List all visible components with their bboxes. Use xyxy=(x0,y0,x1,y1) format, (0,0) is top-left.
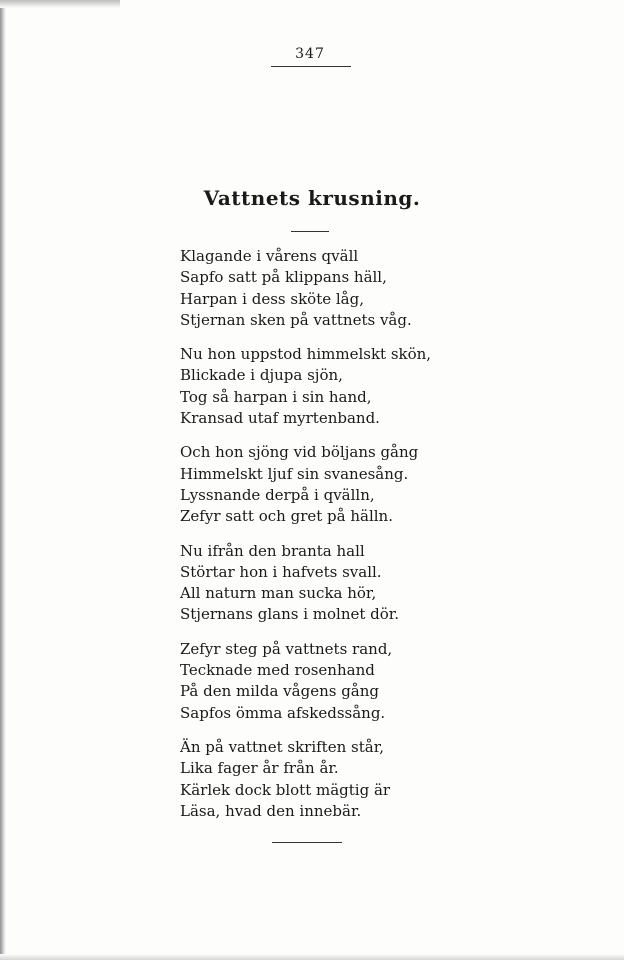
poem-line: Stjernan sken på vattnets våg. xyxy=(180,310,412,329)
poem-line: Kransad utaf myrtenband. xyxy=(180,409,380,428)
poem-line: Zefyr satt och gret på hälln. xyxy=(180,507,393,526)
stanza xyxy=(180,246,480,331)
poem-line: Tecknade med rosenhand xyxy=(180,661,375,680)
poem-line: Klagande i vårens qväll xyxy=(180,247,359,265)
poem-title: Vattnets krusning. xyxy=(203,186,421,210)
poem-line: Zefyr steg på vattnets rand, xyxy=(180,639,393,658)
page-top-shadow xyxy=(0,0,120,8)
stanza xyxy=(180,737,480,822)
stanza xyxy=(180,442,480,527)
page-bottom-shadow xyxy=(0,954,624,960)
poem-line: Än på vattnet skriften står, xyxy=(180,737,384,756)
end-rule xyxy=(272,842,342,843)
stanza xyxy=(180,541,480,626)
poem-line: Harpan i dess sköte låg, xyxy=(180,289,364,308)
poem-body xyxy=(180,246,480,835)
title-rule xyxy=(291,231,329,232)
poem-line: Sapfo satt på klippans häll, xyxy=(180,268,387,287)
poem-line: Läsa, hvad den innebär. xyxy=(180,801,362,820)
poem-line: Tog så harpan i sin hand, xyxy=(180,387,372,406)
stanza xyxy=(180,639,480,724)
poem-line: Och hon sjöng vid böljans gång xyxy=(180,443,419,462)
poem-line: På den milda vågens gång xyxy=(180,682,379,701)
poem-line: Kärlek dock blott mägtig är xyxy=(180,780,391,799)
poem-line: Lika fager år från år. xyxy=(180,759,339,778)
poem-line: Sapfos ömma afskedssång. xyxy=(180,703,386,722)
poem-line: Nu ifrån den branta hall xyxy=(180,541,365,560)
poem-line: Nu hon uppstod himmelskt skön, xyxy=(180,345,432,364)
header-rule xyxy=(271,66,351,67)
poem-line: Stjernans glans i molnet dör. xyxy=(180,605,400,624)
poem-line: Lyssnande derpå i qvälln, xyxy=(180,485,375,504)
poem-line: Himmelskt ljuf sin svanesång. xyxy=(180,464,409,483)
page-number: 347 xyxy=(295,46,325,62)
poem-line: Störtar hon i hafvets svall. xyxy=(180,562,382,581)
poem-line: All naturn man sucka hör, xyxy=(180,584,377,603)
stanza xyxy=(180,344,480,429)
poem-line: Blickade i djupa sjön, xyxy=(180,366,343,385)
page-binding-edge xyxy=(0,0,6,960)
